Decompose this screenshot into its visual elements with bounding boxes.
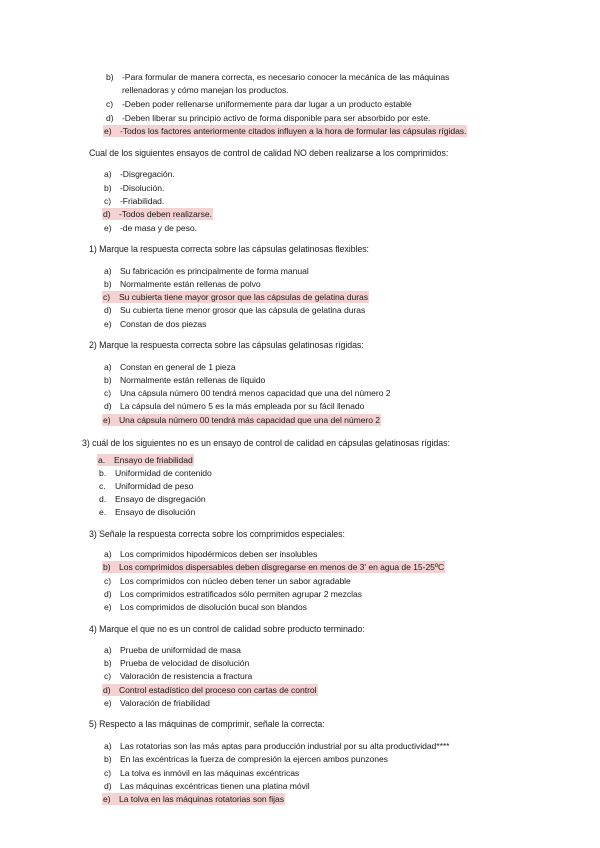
option-q6-a: a) Prueba de uniformidad de masa [104,645,241,655]
option-q7-e: e) La tolva en las máquinas rotatorias son fijas [103,794,284,804]
option-q0-e: e) -Todos los factores anteriormente citados influyen a la hora de formular las cápsulas rígidas. [104,126,467,136]
option-q4-e: e. Ensayo de disolución [99,507,196,517]
option-q0-b-continued: rellenadoras y cómo manejan los productos. [122,85,289,95]
question-title: 4) Marque el que no es un control de calidad sobre producto terminado: [89,624,365,634]
option-q6-d: d) Control estadístico del proceso con cartas de control [103,685,317,695]
option-q0-c: c) -Deben poder rellenarse uniformemente para dar lugar a un producto estable [106,99,412,109]
option-q1-e: e) -de masa y de peso. [104,223,197,233]
question-title: 1) Marque la respuesta correcta sobre las cápsulas gelatinosas flexibles: [89,244,369,254]
option-q3-a: a) Constan en general de 1 pieza [104,362,236,372]
question-title: 3) cuál de los siguientes no es un ensayo de control de calidad en cápsulas gelatinosas rígidas: [82,438,450,448]
option-q2-d: d) Su cubierta tiene menor grosor que las cápsula de gelatina duras [104,305,366,315]
option-q2-b: b) Normalmente están rellenas de polvo [104,279,261,289]
option-q1-a: a) -Disgregación. [104,169,175,179]
option-q6-c: c) Valoración de resistencia a fractura [104,671,253,681]
option-q5-c: c) Los comprimidos con núcleo deben tener un sabor agradable [104,576,351,586]
question-title: 3) Señale la respuesta correcta sobre los comprimidos especiales: [89,529,345,539]
option-q4-d: d. Ensayo de disgregación [99,494,206,504]
option-q7-d: d) Las máquinas excéntricas tienen una platina móvil [104,781,310,791]
option-q2-e: e) Constan de dos piezas [104,319,207,329]
option-q1-d: d) -Todos deben realizarse. [103,209,212,219]
option-q3-c: c) Una cápsula número 00 tendrá menos capacidad que una del número 2 [104,388,391,398]
option-q0-b: b) -Para formular de manera correcta, es necesario conocer la mecánica de las máquinas [106,72,450,82]
option-q0-d: d) -Deben liberar su principio activo de forma disponible para ser absorbido por este. [106,113,431,123]
option-q5-b: b) Los comprimidos dispersables deben disgregarse en menos de 3' en agua de 15-25ºC [103,562,445,572]
option-q7-a: a) Las rotatorias son las más aptas para producción industrial por su alta productividad**** [104,741,450,751]
option-q4-b: b. Uniformidad de contenido [99,468,212,478]
option-q3-b: b) Normalmente están rellenas de líquido [104,375,266,385]
option-q3-d: d) La cápsula del número 5 es la más empleada por su fácil llenado [104,401,365,411]
option-q4-a: a. Ensayo de friabilidad [98,455,193,465]
option-q7-b: b) En las excéntricas la fuerza de compresión la ejercen ambos punzones [104,754,388,764]
option-q4-c: c. Uniformidad de peso [99,481,194,491]
option-q5-e: e) Los comprimidos de disolución bucal son blandos [104,602,307,612]
option-q5-a: a) Los comprimidos hipodérmicos deben ser insolubles [104,549,318,559]
option-q6-b: b) Prueba de velocidad de disolución [104,658,250,668]
question-title: 2) Marque la respuesta correcta sobre las cápsulas gelatinosas rígidas: [89,340,364,350]
question-title: 5) Respecto a las máquinas de comprimir, señale la correcta: [89,719,325,729]
option-q1-b: b) -Disolución. [104,183,165,193]
option-q1-c: c) -Friabilidad. [104,196,165,206]
question-title: Cual de los siguientes ensayos de control de calidad NO deben realizarse a los comprimidos: [89,148,449,158]
option-q2-c: c) Su cubierta tiene mayor grosor que las cápsulas de gelatina duras [103,292,368,302]
option-q6-e: e) Valoración de friabilidad [104,698,210,708]
option-q5-d: d) Los comprimidos estratificados sólo permiten agrupar 2 mezclas [104,589,362,599]
option-q3-e: e) Una cápsula número 00 tendrá más capacidad que una del número 2 [103,415,381,425]
option-q2-a: a) Su fabricación es principalmente de forma manual [104,266,309,276]
option-q7-c: c) La tolva es inmóvil en las máquinas excéntricas [104,768,300,778]
